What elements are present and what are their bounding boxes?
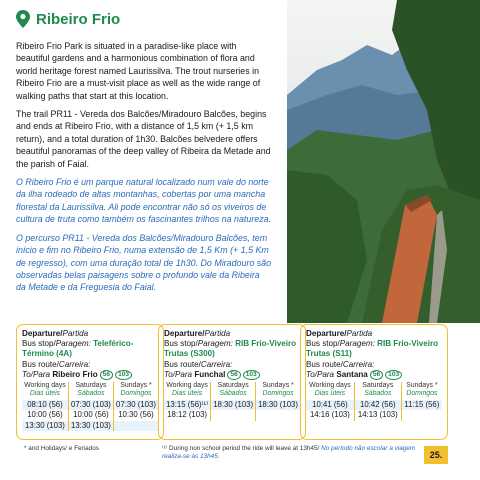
destination-line: To/ Para Santana 56 103	[306, 370, 442, 380]
footnote-holidays: * and Holidays/ e Feriados	[24, 445, 99, 452]
route-badge: 56	[227, 370, 240, 380]
table-row: 10:41 (56) 10:42 (56) 11:15 (56)	[306, 400, 442, 410]
bus-stop-line: Bus stop/Paragem: RIB Frio-Viveiro Trutas (S11)	[306, 339, 439, 359]
title-row	[16, 10, 120, 28]
page-title: Ribeiro Frio	[36, 10, 121, 28]
schedule-box-1	[16, 324, 164, 440]
destination-line: To/ Para Funchal 56 103	[164, 370, 300, 380]
departure-label: Departure/Partida	[22, 329, 89, 338]
bus-stop-line: Bus stop/Paragem: RIB Frio-Viveiro Trutas (S300)	[164, 339, 297, 359]
bus-route-label: Bus route/Carreira:	[164, 359, 233, 369]
bus-stop-name: Teleférico-Término (4A)	[22, 339, 134, 359]
schedule-box-2	[158, 324, 306, 440]
route-badge: 103	[385, 370, 402, 380]
schedule-table: Working days Saturdays Sundays * Dias úteis Sábados Domingos 13:15 (56)⁽¹⁾ 18:30 (103) 18:30 (103) 18:12 (103)	[164, 382, 300, 421]
map-pin-icon	[16, 10, 30, 28]
table-row: 14:16 (103) 14:13 (103)	[306, 410, 442, 420]
paragraph-en-2: The trail PR11 - Vereda dos Balcões/Miradouro Balcões, begins and ends at Ribeiro Frio, with a distance of 1,5 km (+ 1,5 km return), and a total duration of 1h30. Balcões belvedere offers beautiful panoramas of the deep valley of Ribeira da Metade and the parish of Faial.	[16, 109, 271, 169]
paragraph-pt-2: O percurso PR11 - Vereda dos Balcões/Miradouro Balcões, tem início e fim no Ribeiro Frio, numa extensão de 1,5 Km (+ 1,5 Km de regresso), com uma duração total de 1h30. Do Miradouro são observadas belas paisagens sobre o profundo vale da Ribeira da Metade e da Freguesia do Faial.	[16, 232, 272, 293]
schedule-table: Working days Saturdays Sundays * Dias úteis Sábados Domingos 10:41 (56) 10:42 (56) 11:15 (56) 14:16 (103) 14:13 (103)	[306, 382, 442, 421]
destination-name: Funchal	[194, 369, 226, 379]
destination-name: Santana	[336, 369, 368, 379]
route-badge: 103	[243, 370, 260, 380]
destination-line: To/ Para Ribeiro Frio 56 103	[22, 370, 158, 380]
departure-label: Departure/Partida	[306, 329, 373, 338]
route-badge: 56	[100, 370, 113, 380]
col-header-sundays: Sundays *	[113, 382, 158, 390]
paragraph-en-1: Ribeiro Frio Park is situated in a paradise-like place with beautiful gardens and a harmonious combination of flora and world heritage forest named Laurissilva. The trout nurseries in Ribeiro Frio are a must-visit place as well as the wide range of walking paths that start at this location.	[16, 41, 261, 101]
bus-stop-line: Bus stop/Paragem: Teleférico-Término (4A)	[22, 339, 134, 359]
route-badge: 56	[370, 370, 383, 380]
bus-route-label: Bus route/Carreira:	[306, 359, 375, 369]
text-column	[16, 40, 272, 300]
table-row: 08:10 (56) 07:30 (103) 07:30 (103)	[22, 400, 158, 410]
bus-stop-name: RIB Frio-Viveiro Trutas (S300)	[164, 339, 297, 359]
departure-label: Departure/Partida	[164, 329, 231, 338]
table-row: 18:12 (103)	[164, 410, 300, 420]
page-number: 25.	[424, 446, 448, 464]
schedule-box-3	[300, 324, 448, 440]
table-row: 13:15 (56)⁽¹⁾ 18:30 (103) 18:30 (103)	[164, 400, 300, 410]
col-header-working-days: Working days	[24, 382, 66, 390]
bus-route-label: Bus route/Carreira:	[22, 359, 91, 369]
paragraph-pt-1: O Ribeiro Frio é um parque natural localizado num vale do norte da ilha rodeado de altas montanhas, cobertas por uma mancha florestal da Laurissilva. Ali pode encontrar não só os viveiros de cultura de truta como também os fascinantes trilhos na natureza.	[16, 177, 272, 225]
bus-stop-name: RIB Frio-Viveiro Trutas (S11)	[306, 339, 439, 359]
col-header-saturdays: Saturdays	[68, 382, 113, 390]
footnote-non-school: ⁽¹⁾ During non school period the ride will leave at 13h45/ No período não escolar a viagem realiza-se às 13h45.	[162, 445, 416, 461]
destination-name: Ribeiro Frio	[52, 369, 98, 379]
route-badge: 103	[115, 370, 132, 380]
table-row: 10:00 (56) 10:00 (56) 10:30 (56)	[22, 410, 158, 420]
schedule-table: Working days Saturdays Sundays * Dias úteis Sábados Domingos 08:10 (56) 07:30 (103) 07:30 (103) 10:00 (56) 10:00 (56) 10:30 (56) 13:30 (103) 13:30 (103)	[22, 382, 158, 431]
mountain-valley-photo	[287, 0, 480, 323]
table-row: 13:30 (103) 13:30 (103)	[22, 421, 158, 431]
